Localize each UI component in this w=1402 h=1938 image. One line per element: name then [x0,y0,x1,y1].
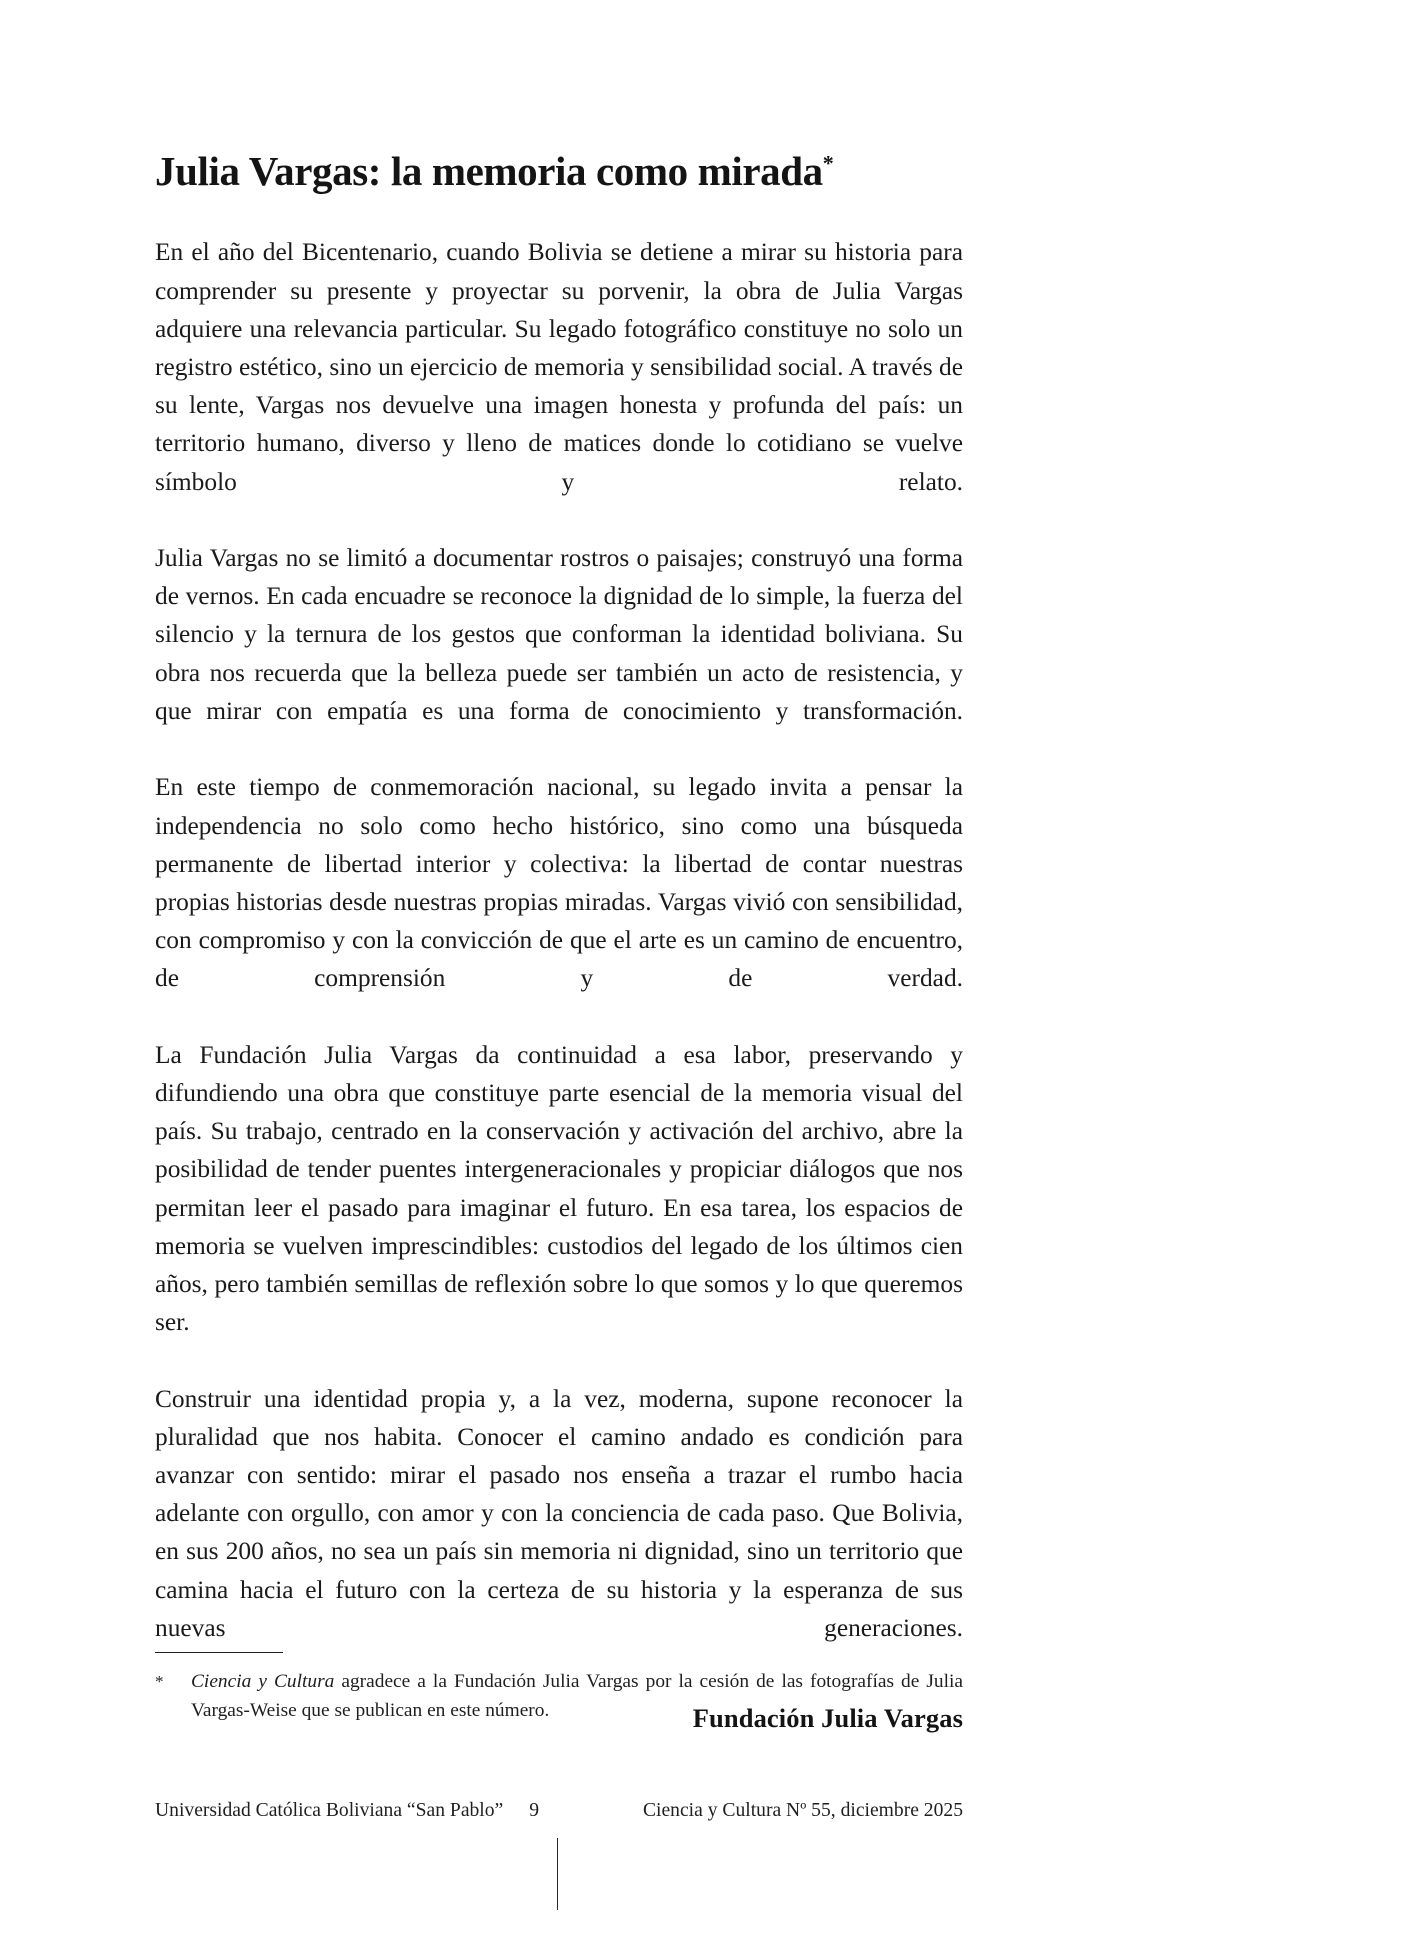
footnote [155,1652,963,1725]
footnote-body [155,1667,963,1725]
title-footnote-marker: * [822,150,834,176]
paragraph: Construir una identidad propia y, a la vez, moderna, supone reconocer la pluralidad que nos habita. Conocer el camino andado es condición para avanzar con sentido: mirar el pasado nos enseña a trazar el rumbo hacia adelante con orgullo, con amor y con la conciencia de cada paso. Que Bolivia, en sus 200 años, no sea un país sin memoria ni dignidad, sino un territorio que camina hacia el futuro con la certeza de su historia y la esperanza de sus nuevas generaciones. [155,1384,963,1642]
page-footer [155,1798,963,1824]
footnote-journal-name: Ciencia y Cultura [191,1671,335,1692]
paragraph: Julia Vargas no se limitó a documentar rostros o paisajes; construyó una forma de vernos. En cada encuadre se reconoce la dignidad de lo simple, la fuerza del silencio y la ternura de los gestos que conforman la identidad boliviana. Su obra nos recuerda que la belleza puede ser también un acto de resistencia, y que mirar con empatía es una forma de conocimiento y transformación. [155,544,963,725]
page-title-text: Julia Vargas: la memoria como mirada [155,148,823,194]
footnote-marker: * [155,1672,164,1691]
footnote-text [191,1667,963,1725]
article-content [155,150,963,1735]
article-body [155,233,963,1685]
paragraph: La Fundación Julia Vargas da continuidad a esa labor, preservando y difundiendo una obra que constituye parte esencial de la memoria visual del país. Su trabajo, centrado en la conservación y activación del archivo, abre la posibilidad de tender puentes intergeneracionales y propiciar diálogos que nos permitan leer el pasado para imaginar el futuro. En esa tarea, los espacios de memoria se vuelven imprescindibles: custodios del legado de los últimos cien años, pero también semillas de reflexión sobre lo que somos y lo que queremos ser. [155,1040,963,1337]
page-number: 9 [529,1800,539,1821]
footer-journal-info: Ciencia y Cultura Nº 55, diciembre 2025 [642,1800,963,1821]
footer-divider [557,1838,558,1910]
footnote-rest: agradece a la Fundación Julia Vargas por la cesión de las fotografías de Julia Vargas-Weise que se publican en este número. [191,1671,963,1721]
paragraph: En el año del Bicentenario, cuando Bolivia se detiene a mirar su historia para comprender su presente y proyectar su porvenir, la obra de Julia Vargas adquiere una relevancia particular. Su legado fotográfico constituye no solo un registro estético, sino un ejercicio de memoria y sensibilidad social. A través de su lente, Vargas nos devuelve una imagen honesta y profunda del país: un territorio humano, diverso y lleno de matices donde lo cotidiano se vuelve símbolo y relato. [155,238,963,496]
footer-institution: Universidad Católica Boliviana “San Pablo” [155,1800,504,1821]
footnote-rule [155,1652,283,1653]
page-title [155,150,963,193]
paragraph: En este tiempo de conmemoración nacional, su legado invita a pensar la independencia no solo como hecho histórico, sino como una búsqueda permanente de libertad interior y colectiva: la libertad de contar nuestras propias historias desde nuestras propias miradas. Vargas vivió con sensibilidad, con compromiso y con la convicción de que el arte es un camino de encuentro, de comprensión y de verdad. [155,773,963,993]
article-signature: Fundación Julia Vargas [692,1703,963,1734]
